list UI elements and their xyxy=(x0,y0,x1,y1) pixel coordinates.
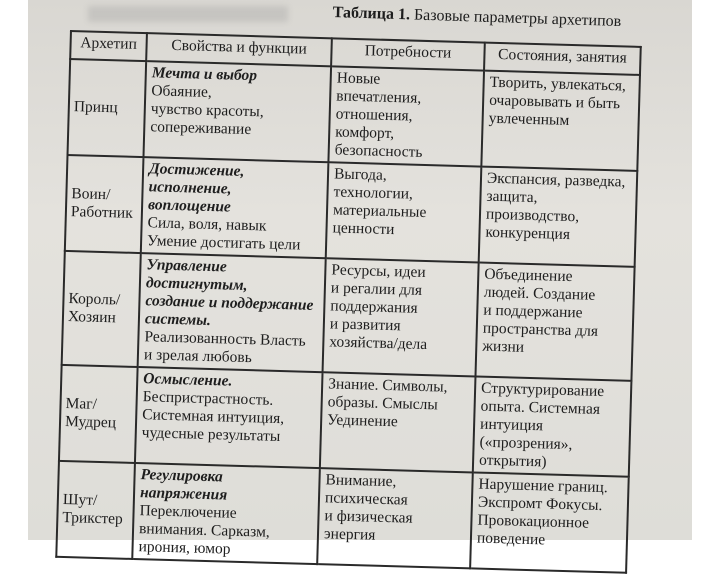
needs-text: отношения, xyxy=(335,105,413,125)
functions-cell xyxy=(135,367,323,468)
states-cell xyxy=(470,472,629,572)
needs-text: психическая xyxy=(324,489,409,509)
table-row xyxy=(62,251,635,381)
archetype-cell xyxy=(59,365,138,463)
function-text: Обаяние, xyxy=(151,82,212,101)
function-title: Регулировка xyxy=(140,466,224,486)
states-text: открытия) xyxy=(478,451,547,471)
function-title: Мечта и выбор xyxy=(151,64,258,85)
function-text: Системная интуиция, xyxy=(142,406,285,428)
function-title: Осмысление. xyxy=(143,370,233,390)
archetype-cell xyxy=(68,59,147,157)
table-row xyxy=(56,461,628,573)
function-text: Беспристрастность. xyxy=(142,388,274,409)
needs-cell xyxy=(326,162,482,262)
needs-cell xyxy=(317,468,473,568)
archetype-name: Хозяин xyxy=(67,308,117,327)
function-text: и зрелая любовь xyxy=(143,346,253,367)
needs-text: безопасность xyxy=(334,141,423,161)
archetype-name: Король/ xyxy=(68,290,121,309)
header-states: Состояния, занятия xyxy=(484,43,641,75)
table-row xyxy=(65,155,637,267)
function-title: создание и поддержание xyxy=(145,292,314,314)
archetype-table-wrap xyxy=(55,30,642,574)
table-body xyxy=(56,59,640,573)
states-text: конкуренция xyxy=(485,223,571,244)
needs-text: Ресурсы, идеи xyxy=(331,261,426,282)
states-text: Творить, увлекаться, xyxy=(489,73,627,95)
table-row xyxy=(59,365,631,477)
archetype-name: Трикстер xyxy=(62,508,123,528)
needs-cell xyxy=(328,66,484,166)
function-title: Управление xyxy=(146,256,228,276)
function-title: достигнутым, xyxy=(145,274,248,295)
function-title: системы. xyxy=(144,310,212,330)
bleed-through-text xyxy=(88,6,288,22)
table-row xyxy=(68,59,640,171)
functions-cell xyxy=(143,61,331,162)
functions-cell xyxy=(132,463,320,564)
function-text: ирония, юмор xyxy=(138,538,231,558)
states-text: и поддержание xyxy=(483,301,583,322)
archetype-name: Принц xyxy=(73,98,118,117)
archetype-name: Мудрец xyxy=(64,413,117,432)
function-text: Сила, воля, навык xyxy=(147,214,267,235)
caption-label: Таблица 1. xyxy=(332,4,411,24)
needs-cell xyxy=(323,258,479,376)
needs-text: хозяйства/дела xyxy=(329,333,428,354)
needs-cell xyxy=(320,372,476,472)
needs-text: впечатления, xyxy=(336,87,422,107)
archetype-name: Маг/ xyxy=(65,395,98,413)
needs-text: комфорт, xyxy=(335,123,395,143)
archetype-name: Работник xyxy=(70,203,133,222)
states-text: поведение xyxy=(476,529,546,549)
states-text: защита, производство, xyxy=(485,187,580,226)
function-text: сопереживание xyxy=(150,118,252,139)
states-text: Объединение xyxy=(484,265,573,286)
states-text: опыта. Системная xyxy=(480,397,601,418)
function-text: Умение достигать цели xyxy=(146,232,301,254)
function-title: напряжения xyxy=(139,484,228,504)
function-title: Достижение, xyxy=(148,160,245,180)
needs-text: поддержания xyxy=(330,297,418,317)
caption-text: Базовые параметры архетипов xyxy=(413,6,622,31)
archetype-name: Шут/ xyxy=(62,490,98,509)
archetype-cell xyxy=(62,251,141,367)
functions-cell xyxy=(141,157,329,258)
states-cell xyxy=(479,167,638,267)
needs-text: и развития xyxy=(329,315,401,335)
archetype-name: Воин/ xyxy=(71,185,111,204)
header-needs: Потребности xyxy=(331,38,485,70)
states-cell xyxy=(475,263,634,381)
states-text: Экспромт Фокусы. xyxy=(477,493,603,515)
states-text: Структурирование xyxy=(480,379,605,401)
function-text: чувство красоты, xyxy=(150,100,264,121)
needs-text: технологии, xyxy=(333,183,414,203)
needs-text: и физическая xyxy=(324,507,413,527)
states-cell xyxy=(481,71,640,171)
states-text: Экспансия, разведка, xyxy=(486,169,626,191)
needs-text: и регалии для xyxy=(330,279,423,299)
needs-text: материальные xyxy=(332,201,427,222)
header-functions: Свойства и функции xyxy=(146,33,332,66)
states-text: увлеченным xyxy=(488,109,570,129)
states-text: Провокационное xyxy=(477,511,590,532)
needs-text: энергия xyxy=(323,525,376,544)
function-text: Реализованность Власть xyxy=(144,328,306,350)
function-text: Переключение xyxy=(139,502,237,522)
needs-text: Выгода, xyxy=(333,165,387,184)
states-text: пространства для xyxy=(482,319,599,340)
archetype-cell xyxy=(56,461,135,559)
function-text: внимания. Сарказм, xyxy=(138,520,270,541)
function-title: исполнение, xyxy=(148,178,232,198)
needs-text: Новые xyxy=(336,69,381,88)
states-text: жизни xyxy=(482,337,525,356)
table-caption xyxy=(332,4,621,31)
states-text: людей. Создание xyxy=(483,283,596,304)
needs-text: Внимание, xyxy=(325,471,397,491)
scanned-page xyxy=(28,0,692,558)
states-text: интуиция («прозрения», xyxy=(479,415,573,454)
states-text: очаровывать и быть xyxy=(488,91,621,113)
states-cell xyxy=(473,376,632,476)
function-text: чудесные результаты xyxy=(141,424,281,446)
archetype-table xyxy=(55,30,642,574)
needs-text: образы. Смыслы xyxy=(327,393,439,414)
archetype-cell xyxy=(65,155,144,253)
functions-cell xyxy=(138,253,326,372)
needs-text: ценности xyxy=(332,219,395,239)
function-title: воплощение xyxy=(147,196,232,216)
header-archetype: Архетип xyxy=(70,31,147,61)
states-text: Нарушение границ. xyxy=(478,475,608,497)
needs-text: Знание. Символы, xyxy=(327,375,448,396)
needs-text: Уединение xyxy=(326,411,399,431)
